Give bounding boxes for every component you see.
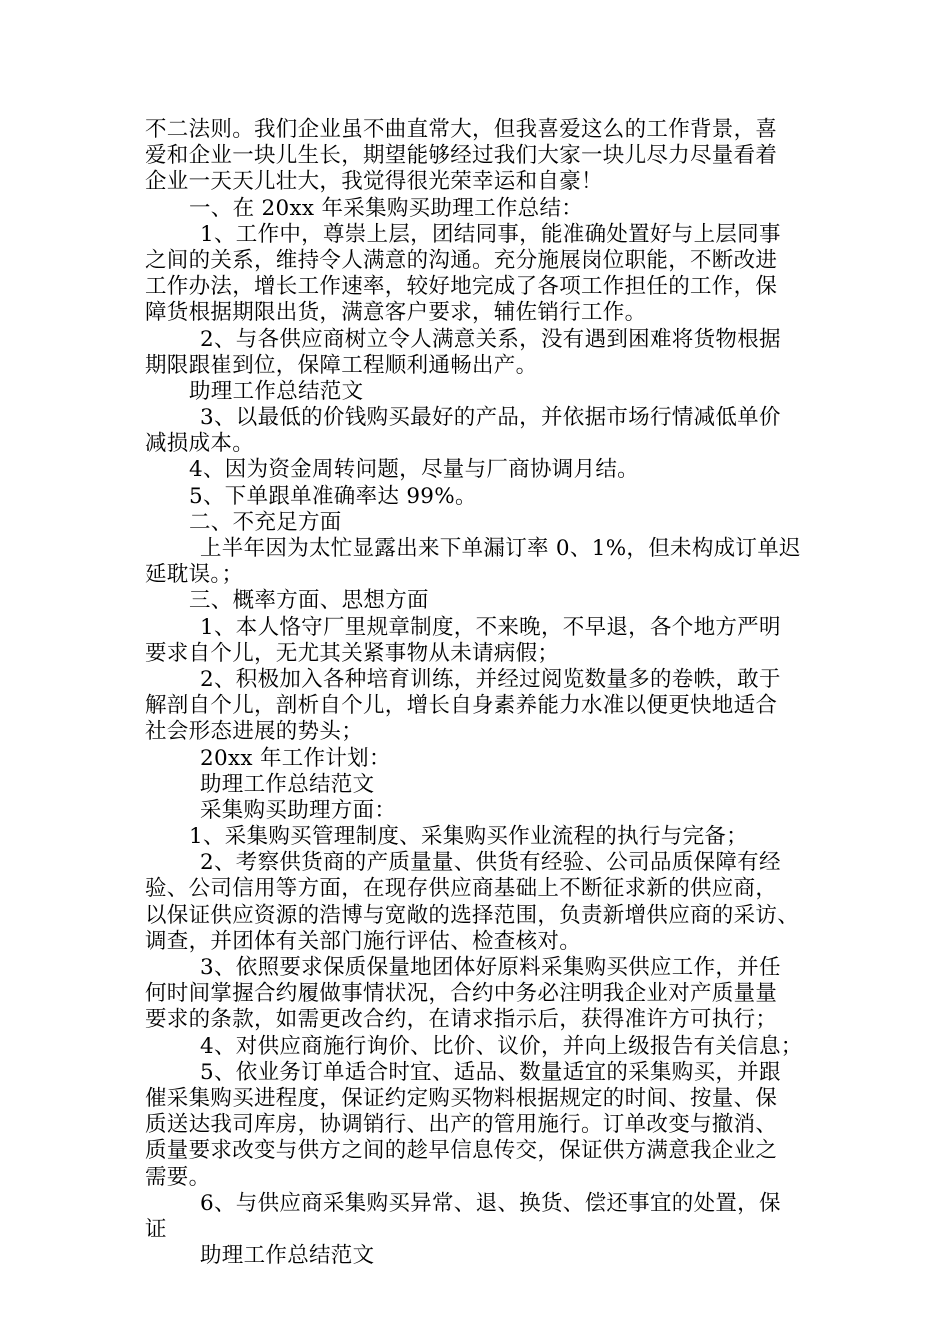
document-body bbox=[145, 117, 815, 1269]
text-line: 助理工作总结范文 bbox=[200, 771, 375, 797]
text-line: 3、依照要求保质保量地团体好原料采集购买供应工作，并任 bbox=[200, 955, 781, 980]
text-line: 验、公司信用等方面，在现存供应商基础上不断征求新的供应商， bbox=[145, 876, 778, 902]
text-line: 质量要求改变与供方之间的趁早信息传交，保证供方满意我企业之 bbox=[145, 1138, 778, 1164]
text-line: 减损成本。 bbox=[145, 431, 255, 457]
text-line: 5、下单跟单准确率达 99%。 bbox=[189, 483, 477, 509]
text-line: 解剖自个儿，剖析自个儿，增长自身素养能力水准以便更快地适合 bbox=[145, 693, 778, 719]
text-line: 期限跟崔到位，保障工程顺利通畅出产。 bbox=[145, 352, 538, 378]
text-line: 4、因为资金周转问题，尽量与厂商协调月结。 bbox=[189, 457, 639, 483]
text-line: 1、采集购买管理制度、采集购买作业流程的执行与完备； bbox=[189, 824, 748, 850]
text-line: 2、积极加入各种培育训练，并经过阅览数量多的卷帙，敢于 bbox=[200, 666, 781, 692]
text-line: 工作办法，增长工作速率，较好地完成了各项工作担任的工作，保 bbox=[145, 274, 778, 300]
text-line: 质送达我司库房，协调销行、出产的管用施行。订单改变与撤消、 bbox=[145, 1112, 778, 1138]
text-line: 以保证供应资源的浩博与宽敞的选择范围，负责新增供应商的采访、 bbox=[145, 902, 800, 928]
text-line: 20xx 年工作计划： bbox=[200, 745, 391, 771]
text-line: 采集购买助理方面： bbox=[200, 797, 397, 823]
text-line: 助理工作总结范文 bbox=[200, 1243, 375, 1269]
text-line: 助理工作总结范文 bbox=[189, 378, 364, 404]
text-line: 要求的条款，如需更改合约，在请求指示后，获得准许方可执行； bbox=[145, 1007, 778, 1033]
text-line: 2、考察供货商的产质量量、供货有经验、公司品质保障有经 bbox=[200, 850, 781, 876]
text-line: 2、与各供应商树立令人满意关系，没有遇到困难将货物根据 bbox=[200, 326, 781, 352]
text-line: 4、对供应商施行询价、比价、议价，并向上级报告有关信息； bbox=[200, 1033, 803, 1059]
text-line: 5、依业务订单适合时宜、适品、数量适宜的采集购买，并跟 bbox=[200, 1059, 781, 1085]
text-line: 1、本人恪守厂里规章制度，不来晚，不早退，各个地方严明 bbox=[200, 614, 781, 640]
text-line: 要求自个儿，无尤其关紧事物从未请病假； bbox=[145, 640, 560, 666]
text-line: 6、与供应商采集购买异常、退、换货、偿还事宜的处置，保 bbox=[200, 1190, 781, 1216]
text-line: 催采集购买进程度，保证约定购买物料根据规定的时间、按量、保 bbox=[145, 1085, 778, 1111]
text-line: 二、不充足方面 bbox=[189, 509, 342, 535]
text-line: 一、在 20xx 年采集购买助理工作总结： bbox=[189, 195, 584, 221]
text-line: 三、概率方面、思想方面 bbox=[189, 588, 429, 614]
text-line: 爱和企业一块儿生长，期望能够经过我们大家一块儿尽力尽量看着 bbox=[145, 143, 778, 169]
text-line: 3、以最低的价钱购买最好的产品，并依据市场行情减低单价 bbox=[200, 405, 781, 431]
text-line: 何时间掌握合约履做事情状况，合约中务必注明我企业对产质量量 bbox=[145, 981, 778, 1007]
text-line: 调查，并团体有关部门施行评估、检查核对。 bbox=[145, 928, 582, 954]
text-line: 之间的关系，维持令人满意的沟通。充分施展岗位职能，不断改进 bbox=[145, 247, 778, 273]
text-line: 1、工作中，尊崇上层，团结同事，能准确处置好与上层同事 bbox=[200, 221, 781, 247]
text-line: 上半年因为太忙显露出来下单漏订率 0、1%，但未构成订单迟 bbox=[200, 536, 801, 561]
text-line: 延耽误。； bbox=[145, 562, 244, 588]
text-line: 证 bbox=[145, 1216, 167, 1242]
text-line: 企业一天天儿壮大，我觉得很光荣幸运和自豪！ bbox=[145, 169, 603, 195]
text-line: 不二法则。我们企业虽不曲直常大，但我喜爱这么的工作背景，喜 bbox=[145, 117, 778, 142]
text-line: 需要。 bbox=[145, 1164, 211, 1190]
text-line: 社会形态进展的势头； bbox=[145, 719, 364, 745]
text-line: 障货根据期限出货，满意客户要求，辅佐销行工作。 bbox=[145, 300, 647, 326]
